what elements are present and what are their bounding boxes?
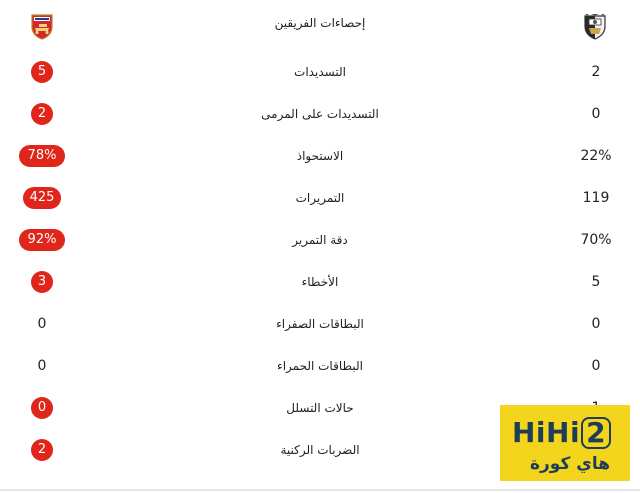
stat-home-value: 0 bbox=[591, 316, 601, 332]
stat-row-fouls bbox=[0, 261, 640, 303]
stat-away-value: 425 bbox=[23, 187, 61, 209]
stat-away-value: 0 bbox=[37, 358, 47, 374]
stat-away-value: 92% bbox=[19, 229, 65, 251]
stat-home-value: 22% bbox=[580, 148, 612, 164]
stat-home-value: 0 bbox=[591, 106, 601, 122]
stat-away-value: 0 bbox=[31, 397, 53, 419]
stat-label: الاستحواذ bbox=[296, 149, 344, 163]
stats-header-row bbox=[0, 2, 640, 44]
club-crest-icon bbox=[583, 14, 607, 40]
stat-away-value: 0 bbox=[37, 316, 47, 332]
stat-row-shots bbox=[0, 51, 640, 93]
stat-label: دقة التمرير bbox=[292, 233, 348, 247]
stat-away-value: 2 bbox=[31, 103, 53, 125]
stat-label: التمريرات bbox=[295, 191, 345, 205]
watermark-logo-text: HiHi 2 bbox=[512, 415, 612, 451]
stat-home-value: 119 bbox=[582, 190, 610, 206]
bottom-divider bbox=[0, 489, 640, 491]
stat-row-shots-on-target bbox=[0, 93, 640, 135]
stat-home-value: 2 bbox=[591, 64, 601, 80]
stat-label: حالات التسلل bbox=[286, 401, 354, 415]
stat-label: البطاقات الصفراء bbox=[276, 317, 364, 331]
stat-label: الأخطاء bbox=[301, 275, 339, 289]
stat-label: التسديدات على المرمى bbox=[261, 107, 379, 121]
stats-title: إحصاءات الفريقين bbox=[274, 16, 366, 30]
stat-home-value: 70% bbox=[580, 232, 612, 248]
stat-row-possession bbox=[0, 135, 640, 177]
stat-home-value: 5 bbox=[591, 274, 601, 290]
stat-row-passes bbox=[0, 177, 640, 219]
stat-away-value: 78% bbox=[19, 145, 65, 167]
stat-away-value: 5 bbox=[31, 61, 53, 83]
stat-label: البطاقات الحمراء bbox=[277, 359, 363, 373]
watermark-subtitle: هاي كورة bbox=[529, 454, 611, 474]
stat-label: الضربات الركنية bbox=[280, 443, 360, 457]
stat-row-red-cards bbox=[0, 345, 640, 387]
arsenal-crest-icon bbox=[30, 14, 54, 40]
stat-away-value: 2 bbox=[31, 439, 53, 461]
stat-home-value: 0 bbox=[591, 358, 601, 374]
stat-away-value: 3 bbox=[31, 271, 53, 293]
stat-row-pass-accuracy bbox=[0, 219, 640, 261]
stat-label: التسديدات bbox=[294, 65, 346, 79]
stat-row-yellow-cards bbox=[0, 303, 640, 345]
watermark-logo bbox=[500, 405, 630, 481]
